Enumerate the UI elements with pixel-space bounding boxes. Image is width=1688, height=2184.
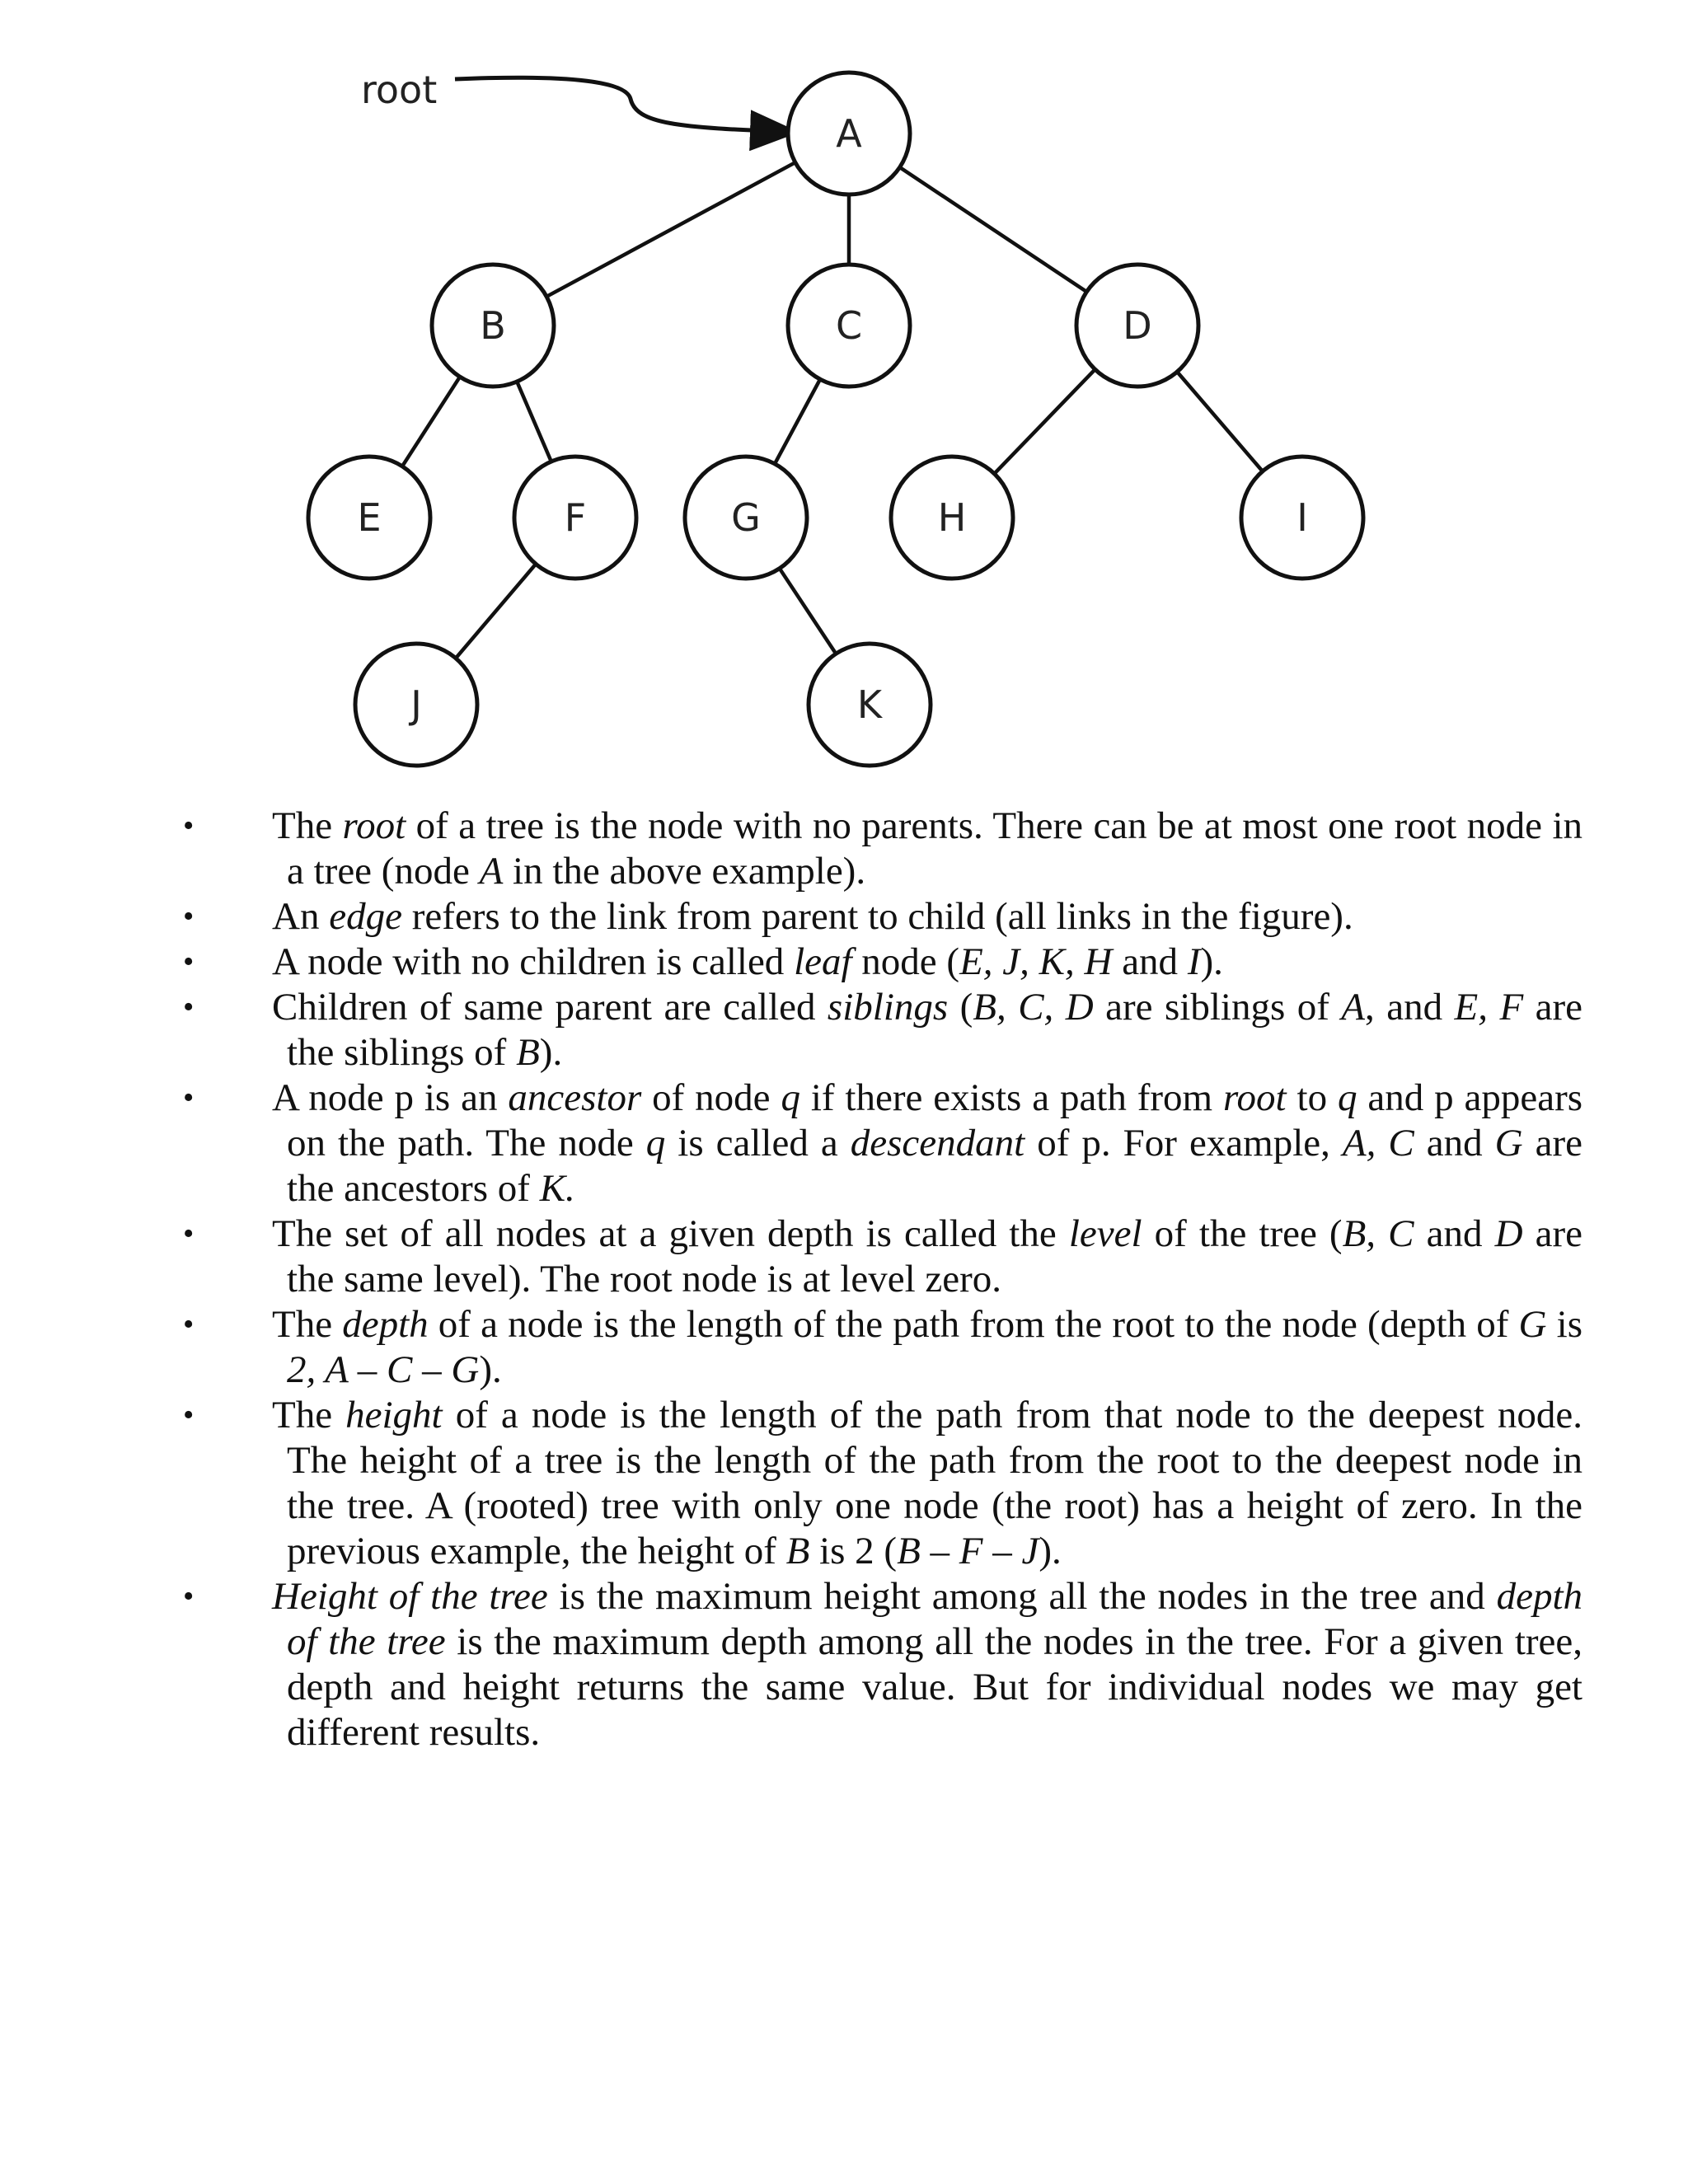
text-segment: is the maximum height among all the nodes in the tree and [547,1575,1497,1618]
definition-item [0,804,1688,894]
node-label: G [731,495,761,540]
text-segment: refers to the link from parent to child (all links in the figure). [401,895,1353,938]
node-label: I [1296,495,1308,540]
text-segment: ( [948,986,973,1029]
text-segment: of a node is the length of the path from that node to the deepest node. The height of a tree is the length of the path from the root to the deepest node in the tree. A (rooted) tree with only one node (the root) has a height of zero. In the previous example, the height of [287,1394,1582,1572]
emphasized-term: height [345,1394,443,1436]
node-label: J [410,682,422,727]
emphasized-term: D [1494,1212,1523,1255]
text-segment: The [272,1394,346,1436]
emphasized-term: root [342,804,406,847]
definition-item [0,1574,1688,1755]
emphasized-term: leaf [794,940,852,983]
text-segment: of a node is the length of the path from the root to the node (depth of [428,1303,1519,1346]
text-segment: are the same level). The root node is at level zero. [287,1212,1582,1301]
emphasized-term: I [1187,940,1201,983]
definition-item [0,985,1688,1076]
emphasized-term: depth [342,1303,429,1346]
tree-diagram [0,0,1688,791]
tree-node-h [891,457,1013,579]
emphasized-term: B – F – J [897,1530,1039,1572]
emphasized-term: A, C [1342,1122,1414,1165]
text-segment: A node p is an [272,1076,509,1119]
text-segment: An [272,895,330,938]
tree-nodes [308,73,1363,766]
edge-g-k [779,567,837,655]
tree-node-g [685,457,807,579]
edge-f-j [455,563,537,659]
bullet-icon: • [183,990,195,1024]
text-segment: The set of all nodes at a given depth is called the [272,1212,1069,1255]
text-segment: and [1414,1212,1495,1255]
text-segment: if there exists a path from [799,1076,1224,1119]
emphasized-term: E, J, K, H [959,940,1113,983]
text-segment: of the tree ( [1142,1212,1343,1255]
tree-node-i [1241,457,1363,579]
emphasized-term: ancestor [508,1076,642,1119]
text-segment: and [1112,940,1188,983]
emphasized-term: A [1341,986,1366,1029]
definition-item [0,894,1688,940]
definition-item [0,1302,1688,1393]
text-segment: and p appears on the path. The node [287,1076,1583,1165]
text-segment: in the above example). [503,850,866,893]
tree-edges [401,162,1264,659]
bullet-icon: • [183,1398,195,1432]
text-segment: of node [641,1076,781,1119]
bullet-icon: • [183,1307,195,1342]
text-segment: is the maximum depth among all the nodes in the tree. For a given tree, depth and height returns the same value. But for individual nodes we may get different results. [287,1620,1582,1754]
tree-node-f [514,457,636,579]
emphasized-term: B, C, D [973,986,1094,1029]
emphasized-term: B [516,1031,540,1074]
tree-node-k [809,644,931,766]
emphasized-term: B, C [1342,1212,1414,1255]
emphasized-term: level [1068,1212,1142,1255]
text-segment: to [1286,1076,1338,1119]
emphasized-term: G [1518,1303,1547,1346]
emphasized-term: q [1337,1076,1357,1119]
definition-item [0,940,1688,985]
emphasized-term: q [645,1122,666,1165]
bullet-icon: • [183,808,195,843]
definition-item [0,1393,1688,1574]
bullet-icon: • [183,1216,195,1251]
node-label: C [835,303,863,348]
edge-a-d [898,166,1088,293]
edge-b-e [401,376,461,468]
bullet-icon: • [183,899,195,934]
text-segment: ). [479,1348,502,1391]
emphasized-term: siblings [827,986,949,1029]
text-segment: A node with no children is called [272,940,795,983]
text-segment: and [1414,1122,1495,1165]
text-segment: ). [1200,940,1223,983]
edge-c-g [774,377,821,465]
tree-node-a [788,73,910,194]
text-segment: is 2 ( [809,1530,898,1572]
text-segment: node ( [851,940,960,983]
edge-d-i [1176,371,1264,473]
edge-a-b [545,162,796,298]
node-label: K [856,682,883,727]
emphasized-term: A [479,850,504,893]
text-segment: is called a [665,1122,851,1165]
tree-node-c [788,265,910,387]
node-label: D [1123,303,1152,348]
bullet-icon: • [183,944,195,979]
text-segment: The [272,1303,343,1346]
emphasized-term: descendant [850,1122,1025,1165]
tree-node-d [1076,265,1198,387]
emphasized-term: G [1494,1122,1523,1165]
node-label: H [937,495,967,540]
edge-b-f [516,380,551,463]
node-label: B [480,303,506,348]
tree-node-j [355,644,477,766]
emphasized-term: q [781,1076,800,1119]
bullet-icon: • [183,1579,195,1614]
text-segment: , and [1365,986,1455,1029]
text-segment: is [1546,1303,1583,1346]
emphasized-term: edge [329,895,402,938]
emphasized-term: B [785,1530,810,1572]
node-label: E [357,495,382,540]
bullet-icon: • [183,1080,195,1115]
text-segment: are the ancestors of [287,1122,1582,1210]
emphasized-term: K. [539,1167,575,1210]
text-segment: Children of same parent are called [272,986,828,1029]
text-segment: are siblings of [1093,986,1342,1029]
definition-item [0,1076,1688,1212]
node-label: A [836,111,862,156]
edge-d-h [993,368,1096,475]
node-label: F [564,495,587,540]
text-segment: ). [1039,1530,1062,1572]
tree-node-e [308,457,430,579]
text-segment: ). [539,1031,563,1074]
emphasized-term: E, F [1454,986,1524,1029]
tree-node-b [432,265,554,387]
definitions-list [0,804,1688,1755]
emphasized-term: 2, A – C – G [287,1348,480,1391]
text-segment: The [272,804,343,847]
root-pointer-arrow [455,77,791,132]
text-segment: of p. For example, [1025,1122,1343,1165]
emphasized-term: Height of the tree [272,1575,548,1618]
text-segment: are the siblings of [287,986,1582,1074]
text-segment: of a tree is the node with no parents. There can be at most one root node in a tree (node [287,804,1582,893]
emphasized-term: root [1223,1076,1287,1119]
definition-item [0,1212,1688,1302]
root-label: root [361,68,438,112]
emphasized-term: depth of the tree [287,1575,1582,1663]
